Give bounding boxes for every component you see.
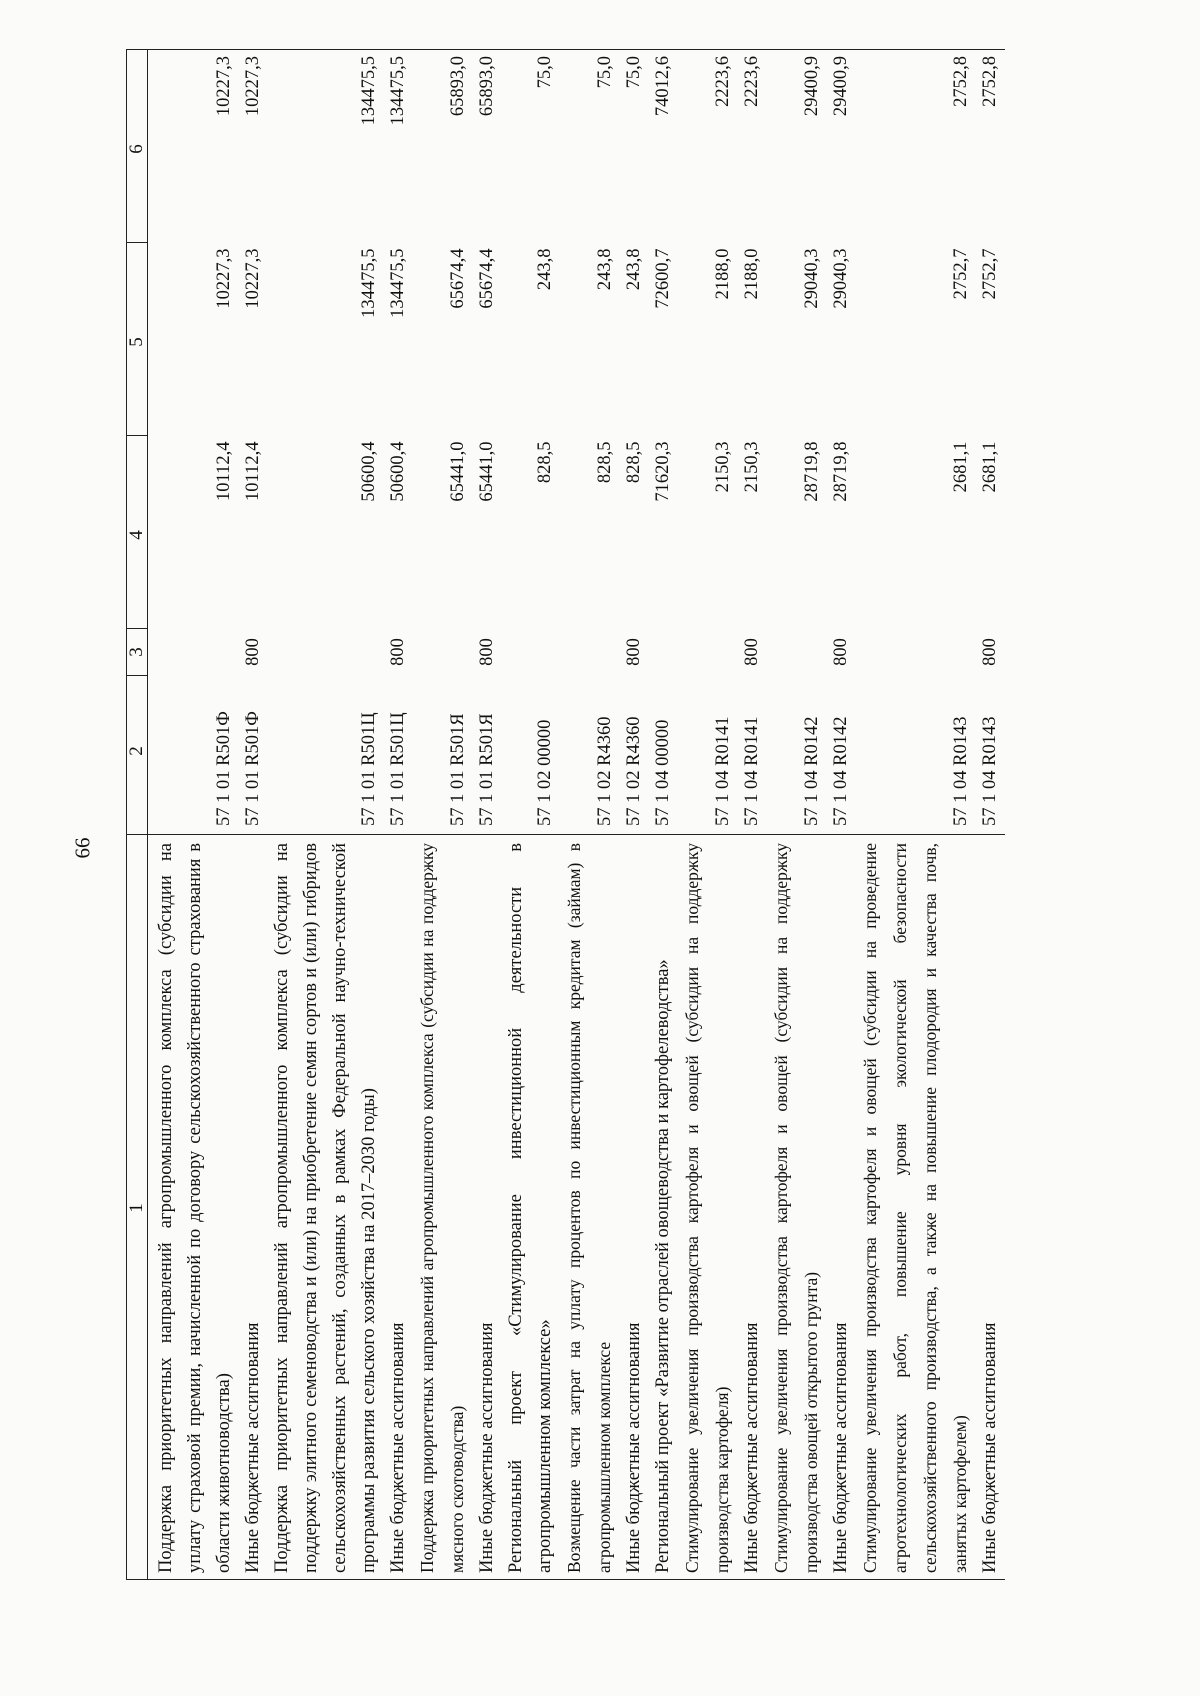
target-article-code: 57 1 04 R0143 [951,716,971,826]
target-article-code: 57 1 04 R0141 [713,716,733,826]
amount-year-2: 10227,3 [243,248,263,309]
row-name-text: Иные бюджетные ассигнования [980,1322,1000,1573]
row-name [678,835,738,1580]
amount-year-1: 65441,0 [477,441,497,502]
table-row [502,50,560,1580]
amount-year-2: 72600,7 [653,248,673,309]
column-header-6: 6 [127,50,148,243]
table-row [738,50,767,1580]
row-name-text: Иные бюджетные ассигнования [624,1322,644,1573]
amount-year-3: 10227,3 [148,50,240,243]
amount-year-2: 29040,3 [831,248,851,309]
column-header-1: 1 [127,835,148,1580]
row-name-text: Иные бюджетные ассигнования [388,1322,408,1573]
expense-type-code [856,629,976,676]
table-row [413,50,473,1580]
target-article-code: 57 1 01 R501Я [448,713,468,826]
row-name-text: Стимулирование увеличения производства картофеля и овощей (субсидии на поддержку производства овощей открытого грунта) [771,843,821,1573]
expense-type-code [649,629,678,676]
amount-year-1: 50600,4 [359,441,379,502]
row-name-text: Иные бюджетные ассигнования [477,1322,497,1573]
amount-year-2: 2188,0 [742,248,762,300]
amount-year-1: 28719,8 [802,441,822,502]
amount-year-1: 828,5 [624,441,644,484]
expense-type-code: 800 [742,638,762,666]
amount-year-1: 2150,3 [713,441,733,493]
amount-year-1: 10112,4 [243,441,263,501]
row-name-text: Региональный проект «Стимулирование инвестиционной деятельности в агропромышленном комплексе» [506,843,555,1573]
row-name-text: Иные бюджетные ассигнования [742,1322,762,1573]
expense-type-code [268,629,384,676]
target-article-code: 57 1 04 R0142 [831,716,851,826]
amount-year-2: 2752,7 [951,248,971,300]
amount-year-3: 75,0 [560,50,620,243]
amount-year-2: 65674,4 [448,248,468,309]
row-name [620,835,649,1580]
amount-year-3: 74012,6 [649,50,678,243]
expense-type-code [502,629,560,676]
table-row [767,50,827,1580]
row-name [976,835,1005,1580]
expense-type-code [767,629,827,676]
row-name-text: Возмещение части затрат на уплату процентов по инвестиционным кредитам (займам) в агропромышленном комплексе [564,843,614,1573]
row-name [148,835,240,1580]
amount-year-1: 2681,1 [951,441,971,493]
amount-year-2: 134475,5 [359,248,379,318]
table-row [473,50,502,1580]
row-name-text: Поддержка приоритетных направлений агропромышленного комплекса (субсидии на поддержку мясного скотоводства) [417,843,467,1573]
amount-year-2: 2188,0 [713,248,733,300]
row-name [560,835,620,1580]
table-row [384,50,413,1580]
table-row [620,50,649,1580]
column-header-5: 5 [127,243,148,436]
target-article-code: 57 1 01 R501Ф [214,711,234,826]
row-name [268,835,384,1580]
page-number: 66 [70,837,95,859]
expense-type-code [560,629,620,676]
amount-year-2: 243,8 [595,248,615,291]
expense-type-code: 800 [477,638,497,666]
amount-year-1: 828,5 [595,441,615,484]
amount-year-2: 29040,3 [802,248,822,309]
amount-year-1: 2681,1 [980,441,1000,493]
column-header-4: 4 [127,436,148,629]
row-name [413,835,473,1580]
amount-year-3: 75,0 [502,50,560,243]
amount-year-2: 243,8 [535,248,555,291]
target-article-code: 57 1 02 R4360 [624,716,644,826]
amount-year-3: 29400,9 [767,50,827,243]
row-name [384,835,413,1580]
amount-year-3: 75,0 [620,50,649,243]
amount-year-2: 10227,3 [214,248,234,309]
table-row [649,50,678,1580]
amount-year-1: 65441,0 [448,441,468,502]
target-article-code: 57 1 02 00000 [535,719,555,826]
amount-year-1: 828,5 [535,441,555,484]
target-article-code: 57 1 01 R501Ц [359,712,379,826]
target-article-code: 57 1 02 R4360 [595,716,615,826]
row-name-text: Иные бюджетные ассигнования [243,1322,263,1573]
target-article-code: 57 1 04 R0143 [980,716,1000,826]
table-row [560,50,620,1580]
row-name [502,835,560,1580]
expense-type-code: 800 [624,638,644,666]
expense-type-code [678,629,738,676]
row-name-text: Стимулирование увеличения производства картофеля и овощей (субсидии на проведение агротехнологических работ, повышение уровня экологической безопасности сельскохозяйственного производства, а также на повышение плодородия и качества почв, занятых картофелем) [860,843,970,1573]
target-article-code: 57 1 04 00000 [653,719,673,826]
amount-year-2: 243,8 [624,248,644,291]
table-row [827,50,856,1580]
amount-year-1: 28719,8 [831,441,851,502]
amount-year-1: 71620,3 [653,441,673,502]
amount-year-3: 2752,8 [856,50,976,243]
table-row [239,50,268,1580]
target-article-code: 57 1 04 R0141 [742,716,762,826]
target-article-code: 57 1 01 R501Я [477,713,497,826]
row-name [738,835,767,1580]
target-article-code: 57 1 01 R501Ц [388,712,408,826]
table-row [976,50,1005,1580]
table-row [678,50,738,1580]
row-name [856,835,976,1580]
amount-year-3: 2223,6 [678,50,738,243]
table-row [856,50,976,1580]
table-row [268,50,384,1580]
row-name-text: Иные бюджетные ассигнования [831,1322,851,1573]
row-name [239,835,268,1580]
row-name-text: Стимулирование увеличения производства картофеля и овощей (субсидии на поддержку производства картофеля) [682,843,732,1573]
row-name [767,835,827,1580]
amount-year-2: 134475,5 [388,248,408,318]
amount-year-2: 65674,4 [477,248,497,309]
amount-year-1: 2150,3 [742,441,762,493]
amount-year-1: 10112,4 [214,441,234,501]
expense-type-code [148,629,240,676]
amount-year-3: 134475,5 [384,50,413,243]
column-header-3: 3 [127,629,148,676]
amount-year-3: 134475,5 [268,50,384,243]
expense-type-code: 800 [243,638,263,666]
target-article-code: 57 1 01 R501Ф [243,711,263,826]
amount-year-3: 65893,0 [413,50,473,243]
row-name-text: Поддержка приоритетных направлений агропромышленного комплекса (субсидии на уплату страховой премии, начисленной по договору сельскохозяйственного страхования в области животноводства) [156,843,234,1573]
expense-type-code [413,629,473,676]
column-number-row [127,50,148,1580]
expense-type-code: 800 [980,638,1000,666]
row-name [473,835,502,1580]
target-article-code: 57 1 04 R0142 [802,716,822,826]
budget-table [126,49,1005,1580]
amount-year-3: 65893,0 [473,50,502,243]
expense-type-code: 800 [388,638,408,666]
amount-year-2: 2752,7 [980,248,1000,300]
amount-year-3: 10227,3 [239,50,268,243]
table-row [148,50,240,1580]
amount-year-3: 29400,9 [827,50,856,243]
row-name [827,835,856,1580]
row-name-text: Региональный проект «Развитие отраслей овощеводства и картофелеводства» [653,959,673,1573]
column-header-2: 2 [127,676,148,835]
amount-year-3: 2752,8 [976,50,1005,243]
row-name-text: Поддержка приоритетных направлений агропромышленного комплекса (субсидии на поддержку элитного семеноводства и (или) на приобретение семян сортов и (или) гибридов сельскохозяйственных растений, созданных в рамках Федеральной научно-технической программы развития сельского хозяйства на 2017–2030 годы) [272,843,379,1573]
row-name [649,835,678,1580]
amount-year-3: 2223,6 [738,50,767,243]
expense-type-code: 800 [831,638,851,666]
budget-table-rotated [126,56,1061,1580]
amount-year-1: 50600,4 [388,441,408,502]
